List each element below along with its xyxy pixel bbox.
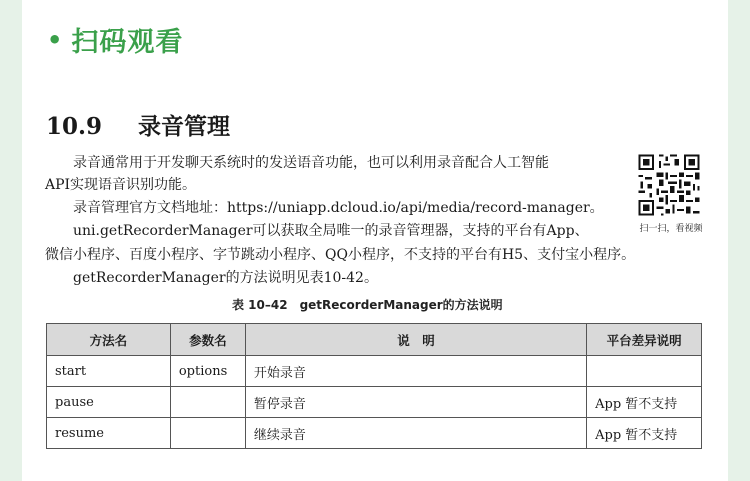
- table-caption: 表 10–42 getRecorderManager的方法说明: [232, 298, 503, 312]
- cell-description: 继续录音: [245, 418, 586, 449]
- header-method-name: 方法名: [47, 324, 171, 356]
- qr-code-image[interactable]: [636, 152, 702, 218]
- qr-caption: 扫一扫，看视频: [639, 224, 703, 234]
- paragraph-line: 录音管理官方文档地址：https://uniapp.dcloud.io/api/media/record-manager。: [45, 200, 604, 216]
- table-header-row: [47, 324, 702, 356]
- bullet-dot: •: [47, 25, 64, 54]
- cell-method: start: [47, 356, 171, 387]
- cell-description: 暂停录音: [245, 387, 586, 418]
- section-title-text: 录音管理: [138, 113, 231, 140]
- cell-param: [170, 418, 245, 449]
- cell-platform: [587, 356, 702, 387]
- cell-platform: App 暂不支持: [587, 387, 702, 418]
- table-row: [47, 418, 702, 449]
- cell-platform: App 暂不支持: [587, 418, 702, 449]
- cell-method: resume: [47, 418, 171, 449]
- header-platform-diff: 平台差异说明: [587, 324, 702, 356]
- cell-param: options: [170, 356, 245, 387]
- table-row: [47, 356, 702, 387]
- paragraph-line: 微信小程序、百度小程序、字节跳动小程序、QQ小程序，不支持的平台有H5、支付宝小程序。: [45, 247, 636, 263]
- cell-param: [170, 387, 245, 418]
- scan-heading-text: 扫码观看: [71, 27, 184, 58]
- paragraph-line: 录音通常用于开发聊天系统时的发送语音功能，也可以利用录音配合人工智能: [45, 155, 549, 171]
- book-page: [22, 0, 728, 481]
- paragraph-line: API实现语音识别功能。: [45, 177, 197, 193]
- cell-description: 开始录音: [245, 356, 586, 387]
- methods-table: [46, 323, 702, 449]
- section-title: [46, 108, 230, 141]
- scan-to-watch-heading: [47, 20, 183, 59]
- section-number: 10.9: [46, 113, 103, 140]
- paragraph-line: getRecorderManager的方法说明见表10-42。: [45, 270, 378, 286]
- cell-method: pause: [47, 387, 171, 418]
- paragraph-line: uni.getRecorderManager可以获取全局唯一的录音管理器，支持的平台有App、: [45, 223, 589, 239]
- header-param-name: 参数名: [170, 324, 245, 356]
- table-row: [47, 387, 702, 418]
- header-description: 说 明: [245, 324, 586, 356]
